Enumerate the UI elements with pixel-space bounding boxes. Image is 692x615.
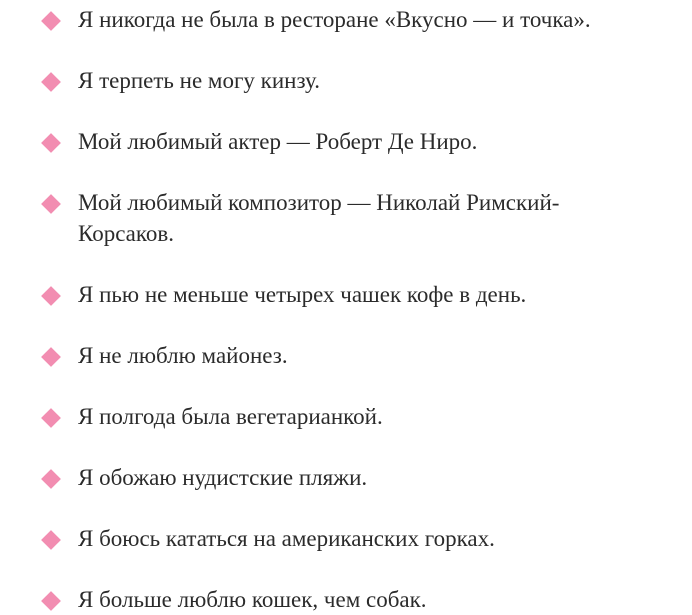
list-item-text: Мой любимый актер — Роберт Де Ниро. [78, 129, 478, 154]
list-item-text: Я полгода была вегетарианкой. [78, 404, 383, 429]
diamond-bullet-icon [41, 11, 61, 31]
list-item-text: Я никогда не была в ресторане «Вкусно — и точка». [78, 7, 591, 32]
diamond-bullet-icon [41, 408, 61, 428]
list-item-text: Я пью не меньше четырех чашек кофе в день. [78, 282, 527, 307]
list-item-text: Мой любимый композитор — Николай Римский-Корсаков. [78, 190, 560, 246]
diamond-bullet-icon [41, 133, 61, 153]
diamond-bullet-icon [41, 591, 61, 611]
list-item-text: Я больше люблю кошек, чем собак. [78, 587, 427, 612]
diamond-bullet-icon [41, 530, 61, 550]
diamond-bullet-icon [41, 347, 61, 367]
diamond-bullet-icon [41, 286, 61, 306]
diamond-bullet-icon [41, 469, 61, 489]
diamond-bullet-icon [41, 194, 61, 214]
list-item-text: Я не люблю майонез. [78, 343, 288, 368]
list-item-text: Я обожаю нудистские пляжи. [78, 465, 368, 490]
diamond-bullet-icon [41, 72, 61, 92]
list-item-text: Я терпеть не могу кинзу. [78, 68, 321, 93]
list-item-text: Я боюсь кататься на американских горках. [78, 526, 495, 551]
